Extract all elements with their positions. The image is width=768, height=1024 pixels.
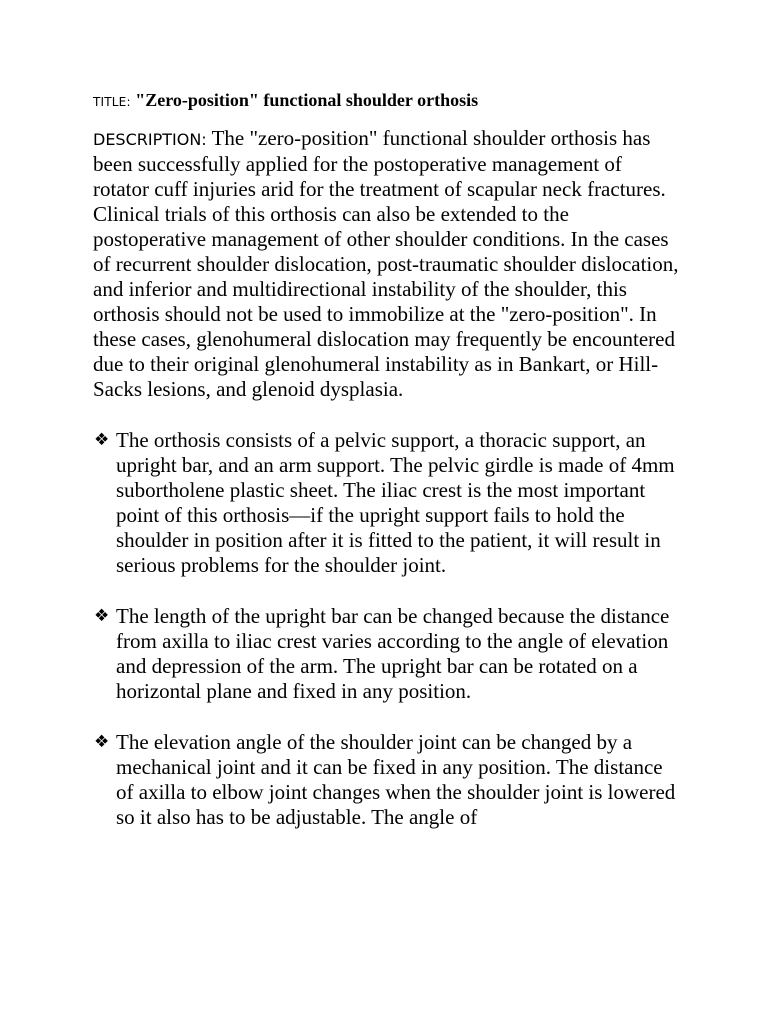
document-title: "Zero-position" functional shoulder orthosis xyxy=(135,90,479,110)
diamond-bullet-icon: ❖ xyxy=(94,732,110,752)
title-line xyxy=(93,88,683,114)
bullet-item xyxy=(93,730,683,830)
description-label: DESCRIPTION xyxy=(93,130,202,149)
bullet-item xyxy=(93,428,683,578)
title-label: TITLE xyxy=(93,95,127,109)
description-separator: : xyxy=(201,130,207,149)
bullet-text: The elevation angle of the shoulder joint can be changed by a mechanical joint and it can be fixed in any position. The distance of axilla to elbow joint changes when the shoulder joint is lowered so it also has to be adjustable. The angle of xyxy=(116,730,676,829)
diamond-bullet-icon: ❖ xyxy=(94,606,110,626)
description-text: The "zero-position" functional shoulder orthosis has been successfully applied for the postoperative management of rotator cuff injuries arid for the treatment of scapular neck fractures. Clinical trials of this orthosis can also be extended to the postoperative management of other shoulder conditions. In the cases of recurrent shoulder dislocation, post-traumatic shoulder dislocation, and inferior and multidirectional instability of the shoulder, this orthosis should not be used to immobilize at the "zero-position". In these cases, glenohumeral dislocation may frequently be encountered due to their original glenohumeral instability as in Bankart, or Hill-Sacks lesions, and glenoid dysplasia. xyxy=(93,126,679,401)
bullet-item xyxy=(93,604,683,704)
bullet-text: The length of the upright bar can be changed because the distance from axilla to iliac crest varies according to the angle of elevation and depression of the arm. The upright bar can be rotated on a horizontal plane and fixed in any position. xyxy=(116,604,670,703)
diamond-bullet-icon: ❖ xyxy=(94,430,110,450)
title-separator: : xyxy=(126,95,131,109)
bullet-text: The orthosis consists of a pelvic support, a thoracic support, an upright bar, and an arm support. The pelvic girdle is made of 4mm subortholene plastic sheet. The iliac crest is the most important point of this orthosis—if the upright support fails to hold the shoulder in position after it is fitted to the patient, it will result in serious problems for the shoulder joint. xyxy=(116,428,675,577)
bullet-list xyxy=(93,428,683,830)
document-page xyxy=(93,88,683,856)
description-paragraph xyxy=(93,126,683,402)
